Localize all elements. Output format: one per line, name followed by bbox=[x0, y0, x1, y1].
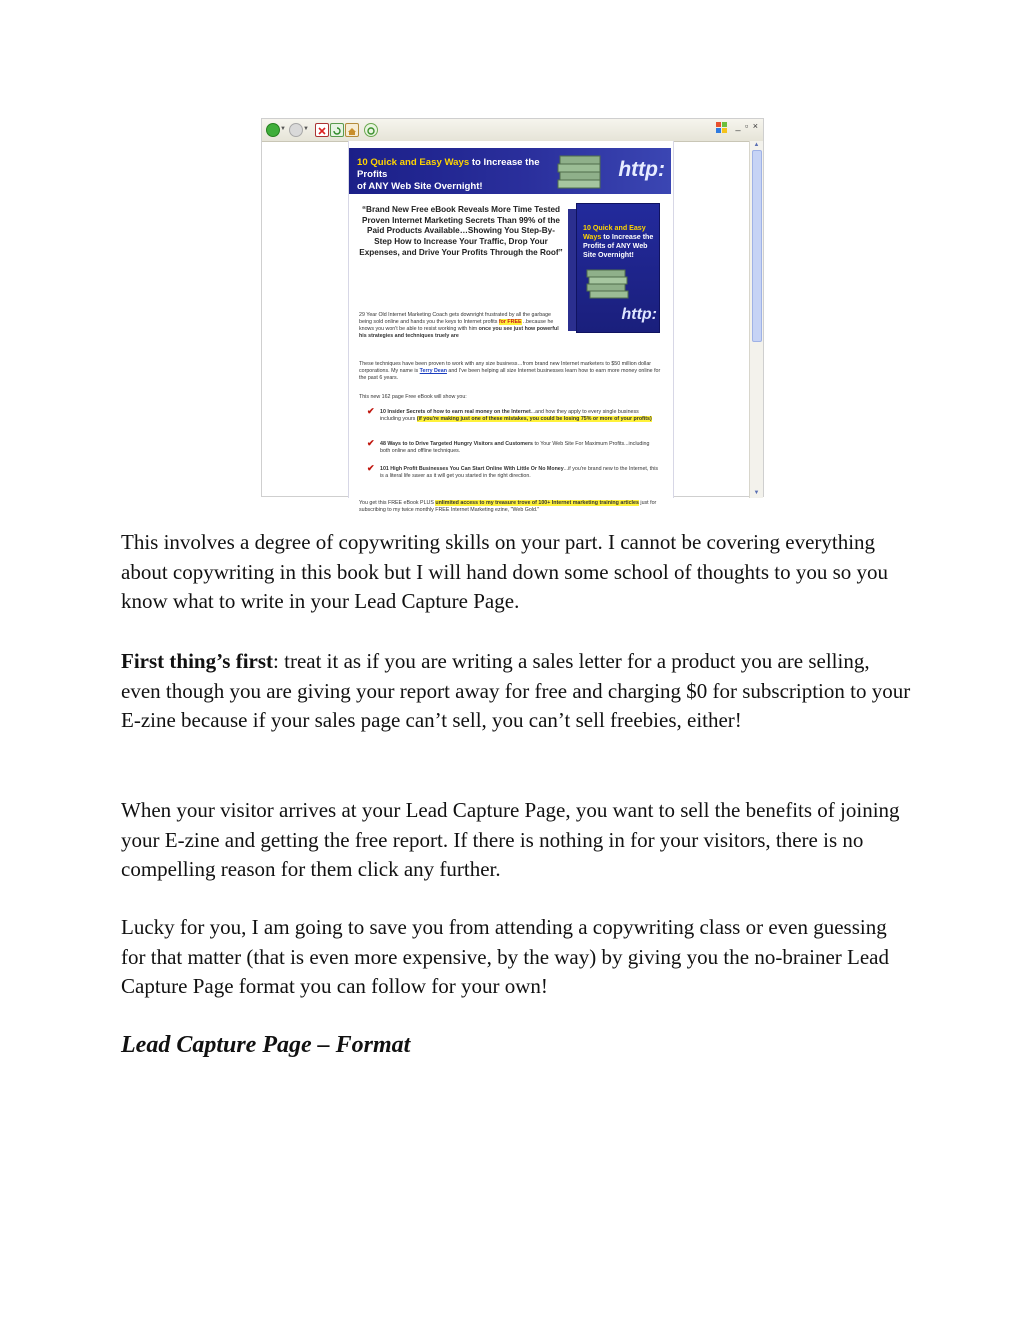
browser-screenshot bbox=[261, 118, 764, 513]
ebook-money-image bbox=[585, 268, 631, 302]
page-headline: “Brand New Free eBook Reveals More Time Tested Proven Internet Marketing Secrets Than 99% of the Paid Products Available…Showing You Step-By-Step How to Increase Your Traffic, Drop Your Expenses, and Drive Your Profits Through the Roof” bbox=[359, 205, 563, 257]
intro-bold-text: once you see just how powerful his strategies and techniques truely are bbox=[359, 326, 559, 339]
browser-toolbar bbox=[262, 119, 763, 142]
banner-title-line2: of ANY Web Site Overnight! bbox=[357, 181, 483, 192]
scroll-thumb[interactable] bbox=[752, 150, 762, 342]
intro-paragraph bbox=[359, 312, 563, 340]
footer-text: You get this FREE eBook PLUS bbox=[359, 500, 436, 506]
shows-you-text: This new 162 page Free eBook will show you: bbox=[359, 394, 467, 400]
windows-logo-icon bbox=[716, 122, 727, 133]
ebook-title-highlight: 10 Quick and Easy Ways bbox=[583, 224, 646, 241]
back-dropdown-icon[interactable]: ▼ bbox=[280, 126, 286, 132]
body-paragraph bbox=[121, 647, 911, 736]
footer-text-2: just for subscribing to my twice monthly FREE Internet Marketing ezine, "Web Gold." bbox=[359, 500, 657, 513]
banner-url-text: http: bbox=[618, 158, 665, 181]
bullet-text: ...and how they apply to every single business including yours bbox=[380, 409, 639, 422]
proven-paragraph bbox=[359, 361, 664, 382]
proven-text: These techniques have been proven to work with any size business…from brand new Internet marketers to $50 million dollar corporations. My name is bbox=[359, 361, 652, 374]
refresh-icon[interactable] bbox=[330, 123, 344, 137]
ebook-cover bbox=[568, 203, 658, 335]
footer-paragraph bbox=[359, 500, 664, 514]
money-stack-image bbox=[554, 150, 606, 192]
section-heading: Lead Capture Page – Format bbox=[121, 1032, 411, 1058]
banner-title-highlight: 10 Quick and Easy Ways bbox=[357, 157, 470, 168]
bullet-bold: 10 Insider Secrets of how to earn real money on the Internet bbox=[380, 409, 531, 415]
body-paragraph: When your visitor arrives at your Lead Capture Page, you want to sell the benefits of joining your E-zine and getting the free report. If there is nothing in for your visitors, there is no compelling reason for them click any further. bbox=[121, 798, 900, 882]
ebook-title bbox=[583, 224, 655, 260]
bullet-text: ...if you're brand new to the Internet, this is a literal life saver as it will get you started in the right direction. bbox=[380, 466, 659, 479]
body-paragraph: Lucky for you, I am going to save you from attending a copywriting class or even guessing for that matter (that is even more expensive, by the way) by giving you the no-brainer Lead Capture Page format you can follow for your own! bbox=[121, 915, 889, 999]
checkmark-icon: ✔ bbox=[367, 463, 375, 473]
body-paragraph: This involves a degree of copywriting skills on your part. I cannot be covering everything about copywriting in this book but I will hand down some school of thoughts to you so you know what to write in your Lead Capture Page. bbox=[121, 530, 889, 614]
bullet-bold: 101 High Profit Businesses You Can Start Online With Little Or No Money bbox=[380, 466, 564, 472]
favorites-icon[interactable] bbox=[364, 123, 378, 137]
intro-text: 29 Year Old Internet Marketing Coach gets downright frustrated by all the garbage being sold online and hands you the keys to Internet profits bbox=[359, 312, 551, 325]
proven-text-2: and I've been helping all size Internet businesses learn how to earn more money online for the past 6 years. bbox=[359, 368, 661, 381]
intro-text-2: ..because he knows you won't be able to resist working with him bbox=[359, 319, 554, 332]
author-link[interactable]: Terry Dean bbox=[419, 368, 447, 374]
bullet-text: to Your Web Site For Maximum Profits...including both online and offline techniques. bbox=[380, 441, 650, 454]
bullet-bold: 48 Ways to to Drive Targeted Hungry Visitors and Customers bbox=[380, 441, 533, 447]
bullet-highlight: (if you're making just one of these mistakes, you could be losing 75% or more of your profits) bbox=[416, 416, 652, 422]
stop-icon[interactable] bbox=[315, 123, 329, 137]
banner-title bbox=[357, 157, 557, 193]
free-highlight: for FREE bbox=[498, 319, 522, 325]
forward-dropdown-icon[interactable]: ▼ bbox=[303, 126, 309, 132]
scroll-up-icon[interactable]: ▲ bbox=[753, 142, 760, 148]
window-controls[interactable]: _ ▫ × bbox=[735, 121, 759, 131]
forward-icon[interactable] bbox=[289, 123, 303, 137]
banner-title-rest: to Increase the Profits bbox=[357, 157, 540, 180]
web-page-content bbox=[348, 141, 674, 513]
ebook-url-text: http: bbox=[621, 306, 657, 323]
first-thing-bold: First thing’s first bbox=[121, 649, 274, 673]
scroll-down-icon[interactable]: ▼ bbox=[753, 490, 760, 496]
home-icon[interactable] bbox=[345, 123, 359, 137]
back-icon[interactable] bbox=[266, 123, 280, 137]
checkmark-icon: ✔ bbox=[367, 438, 375, 448]
paragraph-text: : treat it as if you are writing a sales letter for a product you are selling, even though you are giving your report away for free and charging $0 for subscription to your E-zine because if your sales page can’t sell, you can’t sell freebies, either! bbox=[121, 649, 911, 733]
page-banner bbox=[349, 148, 671, 194]
ebook-title-rest: to Increase the Profits of ANY Web Site Overnight! bbox=[583, 233, 654, 259]
footer-highlight: unlimited access to my treasure trove of 100+ Internet marketing training articles bbox=[435, 500, 639, 506]
checkmark-icon: ✔ bbox=[367, 406, 375, 416]
ebook-face bbox=[576, 203, 660, 333]
vertical-scrollbar[interactable] bbox=[749, 141, 763, 498]
